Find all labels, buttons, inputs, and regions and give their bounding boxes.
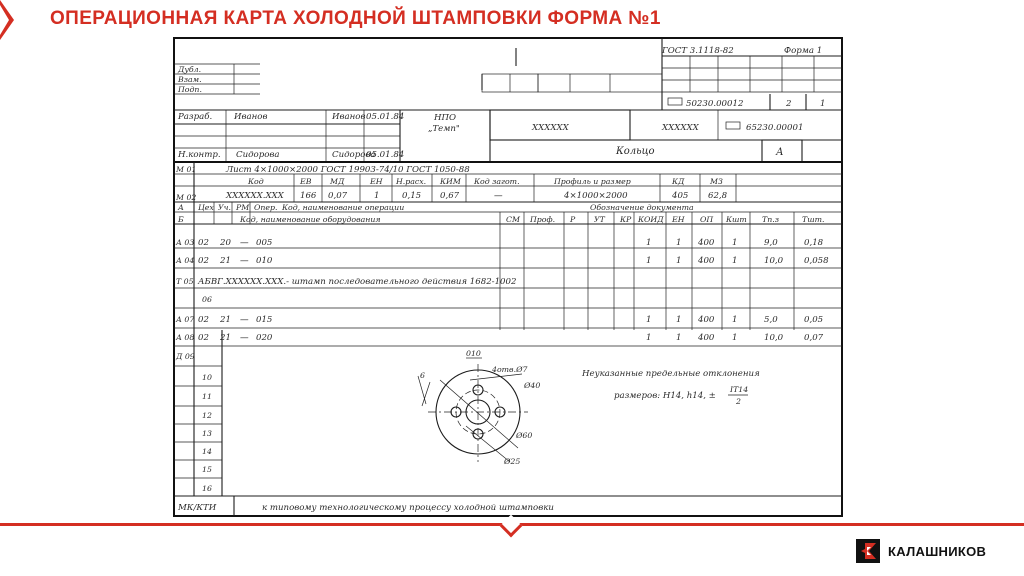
kalashnikov-logo-icon [856,539,880,563]
svg-text:02: 02 [198,238,209,248]
mk-text: к типовому технологическому процессу холодной штамповки [262,503,554,513]
code1: XXXXXX [532,123,569,133]
svg-text:0,05: 0,05 [804,315,824,325]
row06-label: 06 [202,295,212,304]
svg-text:02: 02 [198,315,209,325]
letter-box: А [776,147,784,158]
hdr-kim: КИМ [440,177,461,186]
m02-nrash: 0,15 [402,191,422,201]
part-name: Кольцо [616,146,655,157]
t05-text: АБВГ.XXXXXX.XXX.- штамп последовательного действия 1682-1002 [198,277,517,287]
op-row-a04 [174,256,842,268]
svg-text:—: — [240,256,249,266]
op-num: А 03 [176,238,195,247]
dim-d60: Ø60 [516,431,533,440]
org-line2: „Темп" [428,124,460,134]
op-row-a03 [174,238,842,248]
m01-label: М 01 [176,165,197,174]
svg-text:1: 1 [646,256,652,266]
row-num-10: 10 [202,373,212,382]
col-kod-oper: Код, наименование операции [282,203,405,212]
hdr-kod: Код [248,177,264,186]
svg-text:1: 1 [732,315,738,325]
col-koid: КОИД [638,215,664,224]
side-row-dubl: Дубл. [178,65,202,74]
d09-label: Д 09 [176,352,195,361]
m02-kim: 0,67 [440,191,460,201]
side-row-podp: Подп. [178,85,202,94]
svg-text:21: 21 [220,256,231,266]
sheet-number: 2 [786,99,792,109]
dim-d25: Ø25 [504,457,521,466]
svg-text:1: 1 [646,333,652,343]
operation-card-drawing [170,30,846,520]
nkontr-date: 05.01.84 [366,150,405,160]
row-num-11: 11 [202,392,212,401]
nkontr-name: Сидорова [236,150,280,160]
slide-title: ОПЕРАЦИОННАЯ КАРТА ХОЛОДНОЙ ШТАМПОВКИ ФОРМА №1 [50,8,661,29]
svg-text:400: 400 [698,256,715,266]
t05-label: Т 05 [176,277,194,286]
col-tst: Тшт. [802,215,825,224]
dim-holes: 4отв.Ø7 [492,365,528,374]
svg-text:010: 010 [256,256,273,266]
title-accent-triangle-inner [0,5,9,35]
svg-text:400: 400 [698,333,715,343]
mk-label: МК/КТИ [178,503,217,513]
nkontr-label: Н.контр. [178,150,221,160]
svg-text:1: 1 [676,333,682,343]
row-num-13: 13 [202,429,212,438]
col-tpz: Тп.з [762,215,779,224]
col-op: ОП [700,215,714,224]
razrab-sign: Иванов [332,112,366,122]
m02-en: 1 [374,191,380,201]
svg-text:—: — [240,238,249,248]
hdr-kodzag: Код загот. [474,177,520,186]
svg-text:1: 1 [676,256,682,266]
gost-label: ГОСТ 3.1118-82 [662,46,734,56]
svg-text:1: 1 [732,333,738,343]
col-oboz: Обозначение документа [590,203,694,212]
logo-text: КАЛАШНИКОВ [888,543,987,559]
hdr-profil: Профиль и размер [554,177,631,186]
col-uch: Уч. [218,203,231,212]
svg-text:21: 21 [220,333,231,343]
kalashnikov-logo [856,538,986,564]
col-en: ЕН [672,215,685,224]
row-b-label: Б [178,215,184,224]
m01-text: Лист 4×1000×2000 ГОСТ 19903-74/10 ГОСТ 1050-88 [226,165,470,175]
note-frac-top: IT14 [730,385,749,394]
svg-text:—: — [240,315,249,325]
dim-010: 010 [466,349,481,358]
hdr-md: МД [330,177,345,186]
doc-code: 50230.00012 [686,99,744,109]
m02-label: М 02 [176,193,197,202]
note-line1: Неуказанные предельные отклонения [582,369,760,379]
svg-text:02: 02 [198,333,209,343]
svg-text:1: 1 [646,315,652,325]
svg-text:1: 1 [676,315,682,325]
razrab-label: Разраб. [178,112,213,122]
svg-text:5,0: 5,0 [764,315,778,325]
svg-text:—: — [240,333,249,343]
forma-label: Форма 1 [784,46,823,56]
svg-text:10,0: 10,0 [764,333,784,343]
m02-kodzag: — [494,191,503,201]
op-num: А 04 [176,256,195,265]
row-num-16: 16 [202,484,212,493]
dim-6: 6 [420,371,425,380]
m02-kd: 405 [672,191,689,201]
col-ut: УТ [594,215,605,224]
hdr-ev: ЕВ [300,177,312,186]
col-prof: Проф. [530,215,556,224]
col-kr: КР [620,215,632,224]
svg-text:1: 1 [732,256,738,266]
code2: XXXXXX [662,123,699,133]
col-sm: СМ [506,215,520,224]
svg-text:21: 21 [220,315,231,325]
row-num-12: 12 [202,411,212,420]
razrab-date: 05.01.84 [366,112,405,122]
hdr-nrash: Н.расх. [396,177,427,186]
m02-ev: 166 [300,191,317,201]
op-row-a08 [174,333,842,346]
op-num: А 08 [176,333,195,342]
row-a-label: А [178,203,184,212]
row-num-14: 14 [202,447,212,456]
hdr-en: ЕН [370,177,383,186]
svg-text:1: 1 [646,238,652,248]
svg-text:400: 400 [698,315,715,325]
col-kst: Кшт [726,215,747,224]
op-row-a07 [174,315,842,328]
svg-text:015: 015 [256,315,273,325]
svg-text:0,07: 0,07 [804,333,824,343]
hdr-mz: МЗ [710,177,723,186]
svg-text:005: 005 [256,238,273,248]
col-rm: РМ [236,203,250,212]
dim-d40: Ø40 [524,381,541,390]
sheets-total: 1 [820,99,826,109]
m02-kod: XXXXXX.XXX [226,191,284,201]
code3: 65230.00001 [746,123,804,133]
svg-text:020: 020 [256,333,273,343]
note-line2: размеров: Н14, h14, ± [614,391,716,401]
svg-text:0,18: 0,18 [804,238,824,248]
col-r: Р [570,215,576,224]
m02-mz: 62,8 [708,191,728,201]
note-frac-bot: 2 [736,397,741,406]
nkontr-sign: Сидорова [332,150,376,160]
svg-text:20: 20 [220,238,231,248]
svg-text:9,0: 9,0 [764,238,778,248]
m02-profil: 4×1000×2000 [564,191,628,201]
col-kod-obor: Код, наименование оборудования [240,215,381,224]
svg-text:0,058: 0,058 [804,256,829,266]
svg-text:10,0: 10,0 [764,256,784,266]
svg-text:1: 1 [732,238,738,248]
col-oper: Опер. [254,203,278,212]
svg-text:1: 1 [676,238,682,248]
m02-md: 0,07 [328,191,348,201]
part-sketch [418,349,540,466]
op-num: А 07 [176,315,195,324]
org-line1: НПО [434,113,457,123]
hdr-kd: КД [672,177,685,186]
svg-text:02: 02 [198,256,209,266]
svg-text:400: 400 [698,238,715,248]
col-ceh: Цех [198,203,214,212]
side-row-vzam: Взам. [178,75,202,84]
razrab-name: Иванов [234,112,268,122]
row-num-15: 15 [202,465,212,474]
